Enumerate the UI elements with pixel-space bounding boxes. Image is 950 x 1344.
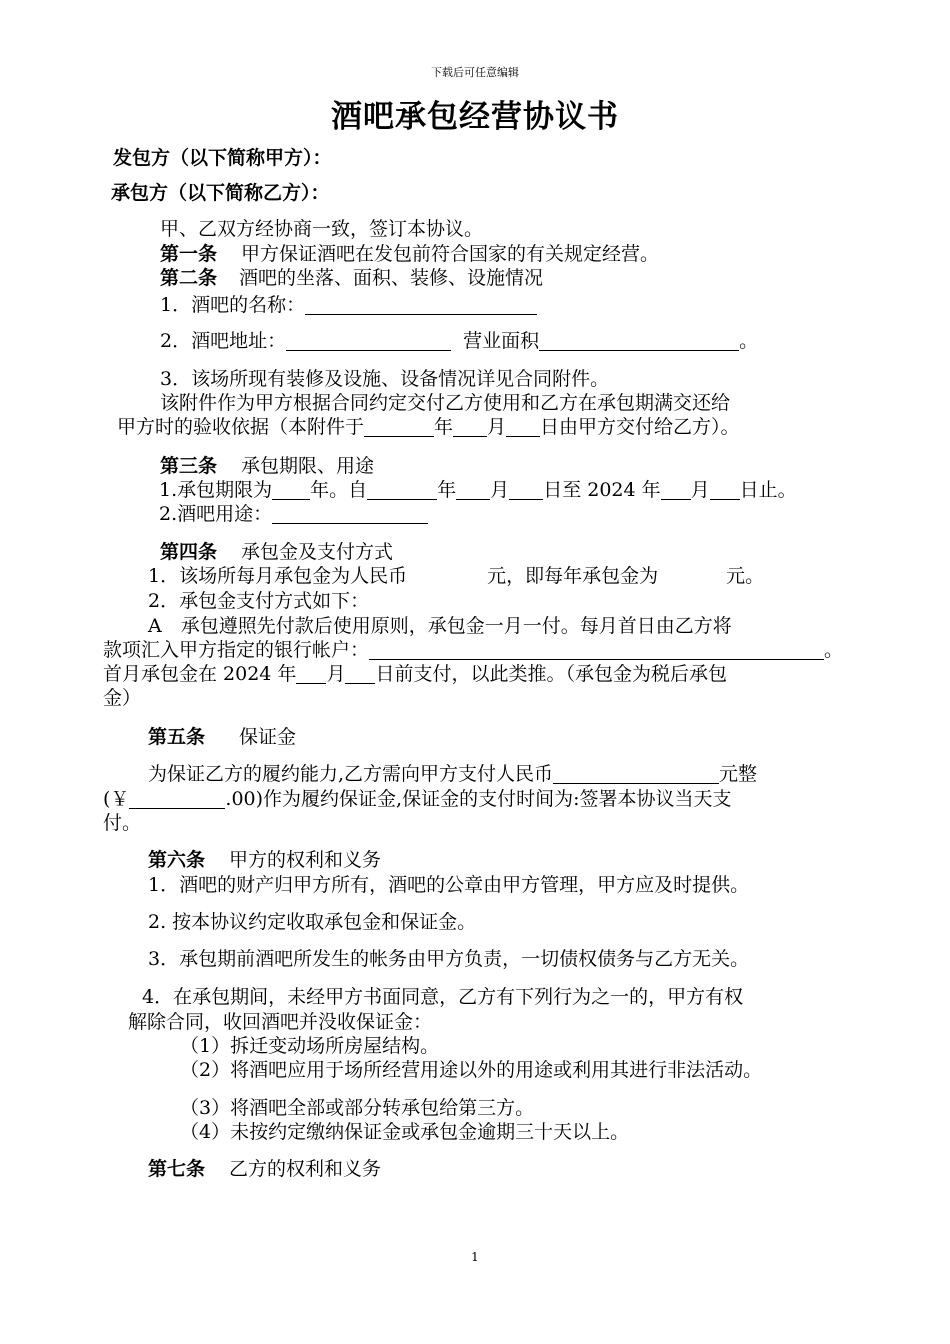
article-6-item-4-line-1: 4．在承包期间，未经甲方书面同意，乙方有下列行为之一的，甲方有权: [142, 986, 744, 1008]
article-6-item-2: 2. 按本协议约定收取承包金和保证金。: [148, 911, 477, 933]
text: 月: [487, 416, 507, 438]
article-6-sub-3: （3）将酒吧全部或部分转承包给第三方。: [180, 1097, 535, 1119]
article-2-heading: 第二条: [160, 267, 218, 289]
text: 日前支付，以此类推。（承包金为税后承包: [375, 663, 727, 685]
article-7-text: 乙方的权利和义务: [229, 1158, 382, 1180]
article-2-para-line-2: [117, 415, 740, 439]
start-month-blank: [456, 479, 490, 500]
article-6-item-3: 3．承包期前酒吧所发生的帐务由甲方负责，一切债权债务与乙方无关。: [148, 948, 750, 970]
first-month-blank: [296, 663, 326, 684]
period: 。: [739, 330, 759, 352]
bar-address-label: 2．酒吧地址：: [160, 330, 287, 352]
end-month-blank: [661, 479, 691, 500]
party-b-label: 承包方（以下简称乙方）：: [111, 182, 330, 204]
article-2-item-3: 3．该场所现有装修及设施、设备情况详见合同附件。: [160, 368, 610, 390]
document-title: 酒吧承包经营协议书: [331, 99, 619, 135]
article-3: [160, 454, 374, 478]
text: 月: [490, 479, 510, 501]
page-number: 1: [471, 1250, 479, 1264]
business-area-label: 营业面积: [463, 330, 540, 352]
article-2: [160, 266, 543, 290]
term-years-blank: [272, 479, 310, 500]
article-4-heading: 第四条: [160, 541, 218, 563]
text: 首月承包金在 2024 年: [103, 663, 297, 685]
usage-blank: [272, 503, 428, 524]
text: 日止。: [739, 479, 797, 501]
article-5-heading: 第五条: [148, 726, 206, 748]
article-5: [148, 725, 296, 749]
header-note: 下载后可任意编辑: [431, 66, 519, 79]
bar-address-blank: [286, 330, 451, 351]
article-4-item-2: 2．承包金支付方式如下：: [148, 590, 370, 612]
article-2-item-2: [160, 329, 758, 353]
text: 2.酒吧用途：: [159, 503, 273, 525]
text: 款项汇入甲方指定的银行帐户：: [103, 639, 370, 661]
article-4-a-line-4: 金）: [103, 687, 142, 709]
text: 月: [690, 479, 710, 501]
first-day-blank: [345, 663, 375, 684]
article-7: [148, 1157, 381, 1181]
article-1-heading: 第一条: [160, 243, 218, 265]
deposit-amount-blank: [553, 763, 719, 784]
article-4-a-line-3: [103, 662, 727, 686]
text: 日由甲方交付给乙方）。: [540, 416, 740, 438]
article-2-para-line-1: 该附件作为甲方根据合同约定交付乙方使用和乙方在承包期满交还给: [160, 392, 731, 414]
bank-account-blank: [369, 639, 824, 660]
article-5-line-1: [148, 762, 757, 786]
article-6: [148, 848, 381, 872]
article-6-item-1: 1．酒吧的财产归甲方所有，酒吧的公章由甲方管理，甲方应及时提供。: [148, 874, 750, 896]
article-6-sub-1: （1）拆迁变动场所房屋结构。: [180, 1035, 440, 1057]
text: 元整: [719, 763, 758, 785]
bar-name-label: 1．酒吧的名称：: [160, 294, 306, 316]
text: 甲方时的验收依据（本附件于: [117, 416, 365, 438]
article-6-text: 甲方的权利和义务: [229, 849, 382, 871]
text: 元，即每年承包金为: [487, 565, 659, 587]
article-3-item-2: [159, 502, 428, 526]
start-year-blank: [367, 479, 437, 500]
article-6-heading: 第六条: [148, 849, 206, 871]
text: 年: [437, 479, 457, 501]
article-5-line-2: [103, 787, 732, 811]
text: 。: [824, 639, 844, 661]
bar-name-blank: [305, 294, 537, 315]
article-4-item-1: [148, 564, 764, 588]
text: 年。自: [310, 479, 368, 501]
article-6-item-4-line-2: 解除合同，收回酒吧并没收保证金：: [128, 1011, 433, 1033]
start-day-blank: [509, 479, 543, 500]
article-6-sub-4: （4）未按约定缴纳保证金或承包金逾期三十天以上。: [180, 1121, 630, 1143]
article-2-item-1: [160, 293, 537, 317]
article-3-heading: 第三条: [160, 455, 218, 477]
business-area-blank: [539, 330, 739, 351]
article-4-text: 承包金及支付方式: [241, 541, 394, 563]
month-blank: [453, 416, 487, 437]
text: 日至 2024 年: [543, 479, 661, 501]
year-blank: [364, 416, 434, 437]
text: (￥: [103, 788, 130, 810]
text: 元。: [726, 565, 765, 587]
article-1-text: 甲方保证酒吧在发包前符合国家的有关规定经营。: [241, 243, 660, 265]
text: .00)作为履约保证金,保证金的支付时间为:签署本协议当天支: [225, 788, 732, 810]
intro-text: 甲、乙双方经协商一致，签订本协议。: [160, 218, 484, 240]
text: 为保证乙方的履约能力,乙方需向甲方支付人民币: [148, 763, 554, 785]
deposit-figure-blank: [129, 788, 225, 809]
article-5-text: 保证金: [239, 726, 297, 748]
end-day-blank: [710, 479, 740, 500]
day-blank: [506, 416, 540, 437]
text: 年: [434, 416, 454, 438]
text: 1.承包期限为: [159, 479, 273, 501]
article-2-text: 酒吧的坐落、面积、装修、设施情况: [239, 267, 544, 289]
text: 1．该场所每月承包金为人民币: [148, 565, 408, 587]
party-a-label: 发包方（以下简称甲方）：: [113, 147, 332, 169]
article-1: [160, 242, 659, 266]
text: 月: [326, 663, 346, 685]
article-3-item-1: [159, 478, 797, 502]
article-6-sub-2: （2）将酒吧应用于场所经营用途以外的用途或利用其进行非法活动。: [180, 1059, 763, 1081]
article-7-heading: 第七条: [148, 1158, 206, 1180]
article-4-a-line-1: A 承包遵照先付款后使用原则，承包金一月一付。每月首日由乙方将: [148, 615, 732, 637]
article-4: [160, 540, 393, 564]
article-4-a-line-2: [103, 638, 843, 662]
article-3-text: 承包期限、用途: [241, 455, 375, 477]
article-5-line-3: 付。: [103, 812, 142, 834]
